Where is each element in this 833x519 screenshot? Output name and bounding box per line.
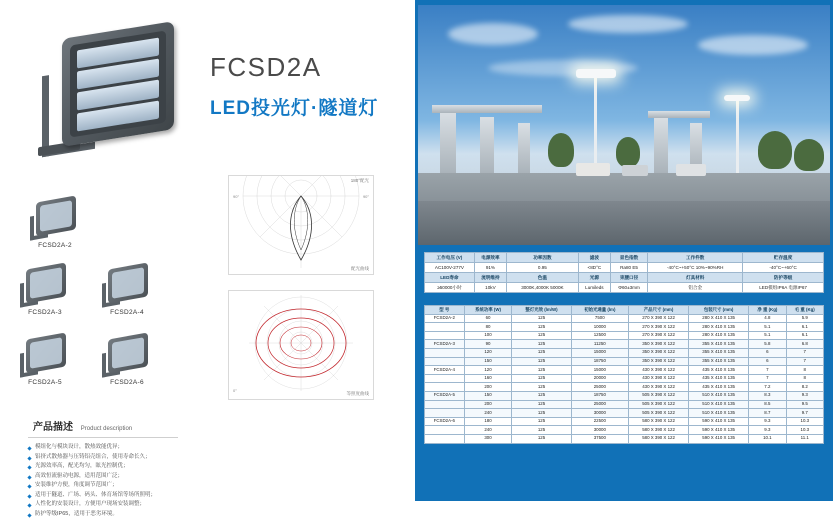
table-row xyxy=(425,391,824,400)
data-cell: 350 X 390 X 122 xyxy=(629,340,689,349)
spec-value-cell: Lumileds xyxy=(578,283,610,293)
table-row xyxy=(425,348,824,357)
tree xyxy=(616,137,640,167)
thumbnail-label: FCSD2A-6 xyxy=(100,379,154,386)
data-cell: 505 X 390 X 122 xyxy=(629,409,689,418)
data-cell: 430 X 390 X 122 xyxy=(629,374,689,383)
data-cell: 300 xyxy=(464,434,512,443)
data-cell: 5.1 xyxy=(749,323,786,332)
data-cell: 7500 xyxy=(571,314,628,323)
model-cell: FCSD2A-6 xyxy=(425,417,465,426)
table-row xyxy=(425,417,824,426)
column-header: 整灯光效 (lm/W) xyxy=(512,306,571,315)
description-item: 光源效率高，配光均匀，眩光控制优； xyxy=(28,462,208,472)
structure-pillar xyxy=(654,117,668,173)
thumbnail-item[interactable] xyxy=(28,195,82,249)
data-cell: 580 X 390 X 122 xyxy=(629,417,689,426)
table-row xyxy=(425,374,824,383)
description-item: 铝挤式散热器与压铸铝壳组合，使用寿命长久； xyxy=(28,453,208,463)
light-mast-pole xyxy=(594,77,597,173)
table-row xyxy=(425,273,824,283)
mast-luminaire-2 xyxy=(724,95,750,101)
data-cell: 125 xyxy=(512,409,571,418)
structure-canopy-2 xyxy=(648,111,710,118)
spec-header-cell: 防护等级 xyxy=(743,273,824,283)
spec-value-cell: 铝合金 xyxy=(648,283,743,293)
spec-header-cell: 色温 xyxy=(506,273,578,283)
data-cell: 125 xyxy=(512,340,571,349)
table-row xyxy=(425,331,824,340)
spec-value-cell: -40°C~+50°C 10%~90%RH xyxy=(648,263,743,273)
data-cell: 9.3 xyxy=(749,426,786,435)
data-cell: 5.8 xyxy=(749,340,786,349)
data-cell: 435 X 410 X 135 xyxy=(689,366,749,375)
data-cell: 7 xyxy=(786,357,823,366)
spec-value-cell: Φ60±3mm xyxy=(610,283,647,293)
data-cell: 20000 xyxy=(571,374,628,383)
data-cell: 280 X 410 X 135 xyxy=(689,331,749,340)
model-cell: FCSD2A-2 xyxy=(425,314,465,323)
spec-header-cell: 光源 xyxy=(578,273,610,283)
polar-chart2-caption: 等照度曲线 xyxy=(347,391,370,397)
table-row xyxy=(425,409,824,418)
data-cell: 6.1 xyxy=(786,331,823,340)
isolux-chart-svg xyxy=(229,291,373,399)
data-cell: 240 xyxy=(464,409,512,418)
data-cell: 125 xyxy=(512,391,571,400)
tree xyxy=(794,139,824,171)
table-row xyxy=(425,340,824,349)
data-cell: 9.3 xyxy=(749,417,786,426)
column-header: 毛 重 (Kg) xyxy=(786,306,823,315)
spec-header-cell: LED寿命 xyxy=(425,273,475,283)
data-cell: 90 xyxy=(464,340,512,349)
data-cell: 9.5 xyxy=(786,400,823,409)
data-cell: 6 xyxy=(749,348,786,357)
data-cell: 8 xyxy=(786,374,823,383)
data-cell: 15000 xyxy=(571,366,628,375)
vehicle xyxy=(622,165,648,176)
structure-pillar xyxy=(480,117,494,173)
model-cell xyxy=(425,357,465,366)
column-header: 产品尺寸 (mm) xyxy=(629,306,689,315)
vehicle xyxy=(576,163,610,176)
table-header-row xyxy=(425,306,824,315)
thumbnail-item[interactable] xyxy=(18,332,72,386)
data-cell: 8.7 xyxy=(749,409,786,418)
column-header: 型 号 xyxy=(425,306,465,315)
data-cell: 150 xyxy=(464,357,512,366)
spec-header-cell: 灯具材料 xyxy=(648,273,743,283)
spec-value-cell: <8D°C xyxy=(578,263,610,273)
table-row xyxy=(425,434,824,443)
description-item: 人性化的安装设计，方便用户现场安装调整； xyxy=(28,500,208,510)
data-cell: 6.1 xyxy=(786,323,823,332)
model-cell xyxy=(425,323,465,332)
data-cell: 435 X 410 X 135 xyxy=(689,383,749,392)
data-cell: 30000 xyxy=(571,409,628,418)
description-item: 安装维护方便，角度调节范围广； xyxy=(28,481,208,491)
product-subtitle: LED投光灯·隧道灯 xyxy=(210,93,378,120)
spec-header-cell: 功率因数 xyxy=(506,253,578,263)
thumbnail-item[interactable] xyxy=(100,332,154,386)
data-cell: 510 X 410 X 135 xyxy=(689,400,749,409)
isolux-bottom-label: 0° xyxy=(233,388,237,393)
data-cell: 150 xyxy=(464,391,512,400)
model-cell: FCSD2A-5 xyxy=(425,391,465,400)
data-cell: 22500 xyxy=(571,417,628,426)
polar-chart1-caption: 配光曲线 xyxy=(351,266,369,272)
data-cell: 9.7 xyxy=(786,409,823,418)
mast-luminaire xyxy=(576,69,616,78)
data-cell: 355 X 410 X 135 xyxy=(689,357,749,366)
data-cell: 125 xyxy=(512,417,571,426)
spec-value-cell: 10kV xyxy=(474,283,506,293)
data-cell: 5.9 xyxy=(786,314,823,323)
data-cell: 160 xyxy=(464,374,512,383)
data-cell: 590 X 410 X 135 xyxy=(689,434,749,443)
spec-summary-table xyxy=(424,252,824,293)
data-cell: 80 xyxy=(464,323,512,332)
polar-left-label: 90° xyxy=(233,194,239,199)
description-item: 高效恒流驱动电源，适用范围广泛； xyxy=(28,472,208,482)
data-cell: 60 xyxy=(464,314,512,323)
description-item: 防护等级IP65，适用于恶劣环境。 xyxy=(28,510,208,519)
data-cell: 125 xyxy=(512,400,571,409)
table-row xyxy=(425,400,824,409)
data-cell: 12500 xyxy=(571,331,628,340)
spec-header-cell: 显色指数 xyxy=(610,253,647,263)
column-header: 包装尺寸 (mm) xyxy=(689,306,749,315)
light-distribution-curve-chart xyxy=(228,175,374,275)
tree xyxy=(758,131,792,169)
product-model: FCSD2A xyxy=(210,52,378,83)
data-cell: 200 xyxy=(464,400,512,409)
table-row xyxy=(425,357,824,366)
description-divider xyxy=(28,437,178,438)
structure-pillar xyxy=(440,111,456,173)
spec-header-cell: 滤波 xyxy=(578,253,610,263)
model-cell xyxy=(425,400,465,409)
model-cell xyxy=(425,409,465,418)
thumbnail-label: FCSD2A-3 xyxy=(18,309,72,316)
application-photo xyxy=(418,5,830,245)
vehicle xyxy=(676,164,706,176)
product-hero-image xyxy=(30,12,190,172)
product-description-block xyxy=(28,418,208,519)
data-cell: 8.2 xyxy=(786,383,823,392)
data-cell: 8.5 xyxy=(749,400,786,409)
table-row xyxy=(425,283,824,293)
thumbnail-item[interactable] xyxy=(100,262,154,316)
left-panel xyxy=(0,0,410,501)
data-cell: 18750 xyxy=(571,391,628,400)
product-title-block xyxy=(210,52,378,120)
roadway xyxy=(418,201,830,245)
description-item: 适用于隧道、广场、码头、体育场馆等场所照明； xyxy=(28,491,208,501)
data-cell: 25000 xyxy=(571,400,628,409)
structure-pillar xyxy=(518,123,530,173)
model-cell: FCSD2A-4 xyxy=(425,366,465,375)
structure-canopy xyxy=(432,105,542,113)
thumbnail-label: FCSD2A-4 xyxy=(100,309,154,316)
data-cell: 9.3 xyxy=(786,391,823,400)
data-cell: 7 xyxy=(749,366,786,375)
isolux-curve-chart xyxy=(228,290,374,400)
data-cell: 125 xyxy=(512,323,571,332)
table-row xyxy=(425,426,824,435)
spec-header-cell: 工作件数 xyxy=(648,253,743,263)
data-cell: 280 X 410 X 135 xyxy=(689,314,749,323)
data-cell: 6.8 xyxy=(786,340,823,349)
table-row xyxy=(425,383,824,392)
spec-header-cell: 工作电压 (V) xyxy=(425,253,475,263)
data-cell: 120 xyxy=(464,348,512,357)
model-cell xyxy=(425,374,465,383)
data-cell: 125 xyxy=(512,357,571,366)
data-cell: 510 X 410 X 135 xyxy=(689,391,749,400)
data-cell: 350 X 390 X 122 xyxy=(629,357,689,366)
data-cell: 280 X 410 X 135 xyxy=(689,323,749,332)
spec-value-cell: 91% xyxy=(474,263,506,273)
data-cell: 4.8 xyxy=(749,314,786,323)
model-cell: FCSD2A-3 xyxy=(425,340,465,349)
data-cell: 7.2 xyxy=(749,383,786,392)
thumbnail-item[interactable] xyxy=(18,262,72,316)
data-cell: 590 X 410 X 135 xyxy=(689,426,749,435)
spec-value-cell: LED模组IP6A 电源IP67 xyxy=(743,283,824,293)
data-cell: 270 X 390 X 122 xyxy=(629,314,689,323)
model-cell xyxy=(425,331,465,340)
spec-value-cell: AC100V-277V xyxy=(425,263,475,273)
data-cell: 435 X 410 X 135 xyxy=(689,374,749,383)
data-cell: 10.1 xyxy=(749,434,786,443)
data-cell: 37500 xyxy=(571,434,628,443)
polar-chart-svg xyxy=(229,176,373,274)
model-cell xyxy=(425,434,465,443)
spec-value-cell: 0.95 xyxy=(506,263,578,273)
table-row xyxy=(425,366,824,375)
data-cell: 10.3 xyxy=(786,426,823,435)
data-cell: 11250 xyxy=(571,340,628,349)
data-cell: 11.1 xyxy=(786,434,823,443)
column-header: 初始光通量 (lm) xyxy=(571,306,628,315)
data-cell: 125 xyxy=(512,374,571,383)
data-cell: 8 xyxy=(786,366,823,375)
data-cell: 350 X 390 X 122 xyxy=(629,348,689,357)
spec-value-cell: ≥50000小时 xyxy=(425,283,475,293)
column-header: 净 重 (Kg) xyxy=(749,306,786,315)
data-cell: 355 X 410 X 135 xyxy=(689,348,749,357)
data-cell: 30000 xyxy=(571,426,628,435)
data-cell: 25000 xyxy=(571,383,628,392)
data-cell: 6 xyxy=(749,357,786,366)
data-cell: 580 X 390 X 122 xyxy=(629,434,689,443)
data-cell: 270 X 390 X 122 xyxy=(629,323,689,332)
data-cell: 505 X 390 X 122 xyxy=(629,391,689,400)
data-cell: 125 xyxy=(512,314,571,323)
data-cell: 15000 xyxy=(571,348,628,357)
data-cell: 270 X 390 X 122 xyxy=(629,331,689,340)
data-cell: 240 xyxy=(464,426,512,435)
data-cell: 590 X 410 X 135 xyxy=(689,417,749,426)
data-cell: 430 X 390 X 122 xyxy=(629,366,689,375)
table-row xyxy=(425,253,824,263)
data-cell: 125 xyxy=(512,434,571,443)
table-row xyxy=(425,263,824,273)
spec-value-cell: Ra80 E5 xyxy=(610,263,647,273)
light-mast-pole-2 xyxy=(736,101,739,173)
data-cell: 125 xyxy=(512,348,571,357)
model-cell xyxy=(425,383,465,392)
data-cell: 200 xyxy=(464,383,512,392)
table-row xyxy=(425,323,824,332)
description-title: 产品描述 Product description xyxy=(28,418,208,433)
table-row xyxy=(425,314,824,323)
data-cell: 7 xyxy=(786,348,823,357)
polar-right-label: 90° xyxy=(363,194,369,199)
data-cell: 18750 xyxy=(571,357,628,366)
tree xyxy=(548,133,574,167)
spec-value-cell: -40°C~+60°C xyxy=(743,263,824,273)
spec-header-cell: 电源效率 xyxy=(474,253,506,263)
spec-header-cell: 束腰口径 xyxy=(610,273,647,283)
data-cell: 505 X 390 X 122 xyxy=(629,400,689,409)
polar-top-label: 180°配光 xyxy=(351,178,369,184)
thumbnail-label: FCSD2A-2 xyxy=(28,242,82,249)
data-cell: 125 xyxy=(512,331,571,340)
data-cell: 125 xyxy=(512,426,571,435)
model-specification-table xyxy=(424,305,824,444)
data-cell: 10.3 xyxy=(786,417,823,426)
data-cell: 430 X 390 X 122 xyxy=(629,383,689,392)
table-body xyxy=(425,314,824,443)
data-cell: 125 xyxy=(512,366,571,375)
data-cell: 7 xyxy=(749,374,786,383)
description-item: 模组化与模块设计，散热效能优异； xyxy=(28,443,208,453)
data-cell: 180 xyxy=(464,417,512,426)
data-cell: 100 xyxy=(464,331,512,340)
data-cell: 120 xyxy=(464,366,512,375)
data-cell: 580 X 390 X 122 xyxy=(629,426,689,435)
spec-header-cell: 流明维持 xyxy=(474,273,506,283)
data-cell: 8.3 xyxy=(749,391,786,400)
thumbnail-label: FCSD2A-5 xyxy=(18,379,72,386)
model-cell xyxy=(425,426,465,435)
data-cell: 10000 xyxy=(571,323,628,332)
data-cell: 125 xyxy=(512,383,571,392)
data-cell: 5.1 xyxy=(749,331,786,340)
spec-value-cell: 3000K,4000K 5000K xyxy=(506,283,578,293)
model-cell xyxy=(425,348,465,357)
description-subtitle: Product description xyxy=(81,426,132,432)
data-cell: 355 X 410 X 135 xyxy=(689,340,749,349)
spec-header-cell: 贮存温度 xyxy=(743,253,824,263)
column-header: 系统功率 (W) xyxy=(464,306,512,315)
data-cell: 510 X 410 X 135 xyxy=(689,409,749,418)
